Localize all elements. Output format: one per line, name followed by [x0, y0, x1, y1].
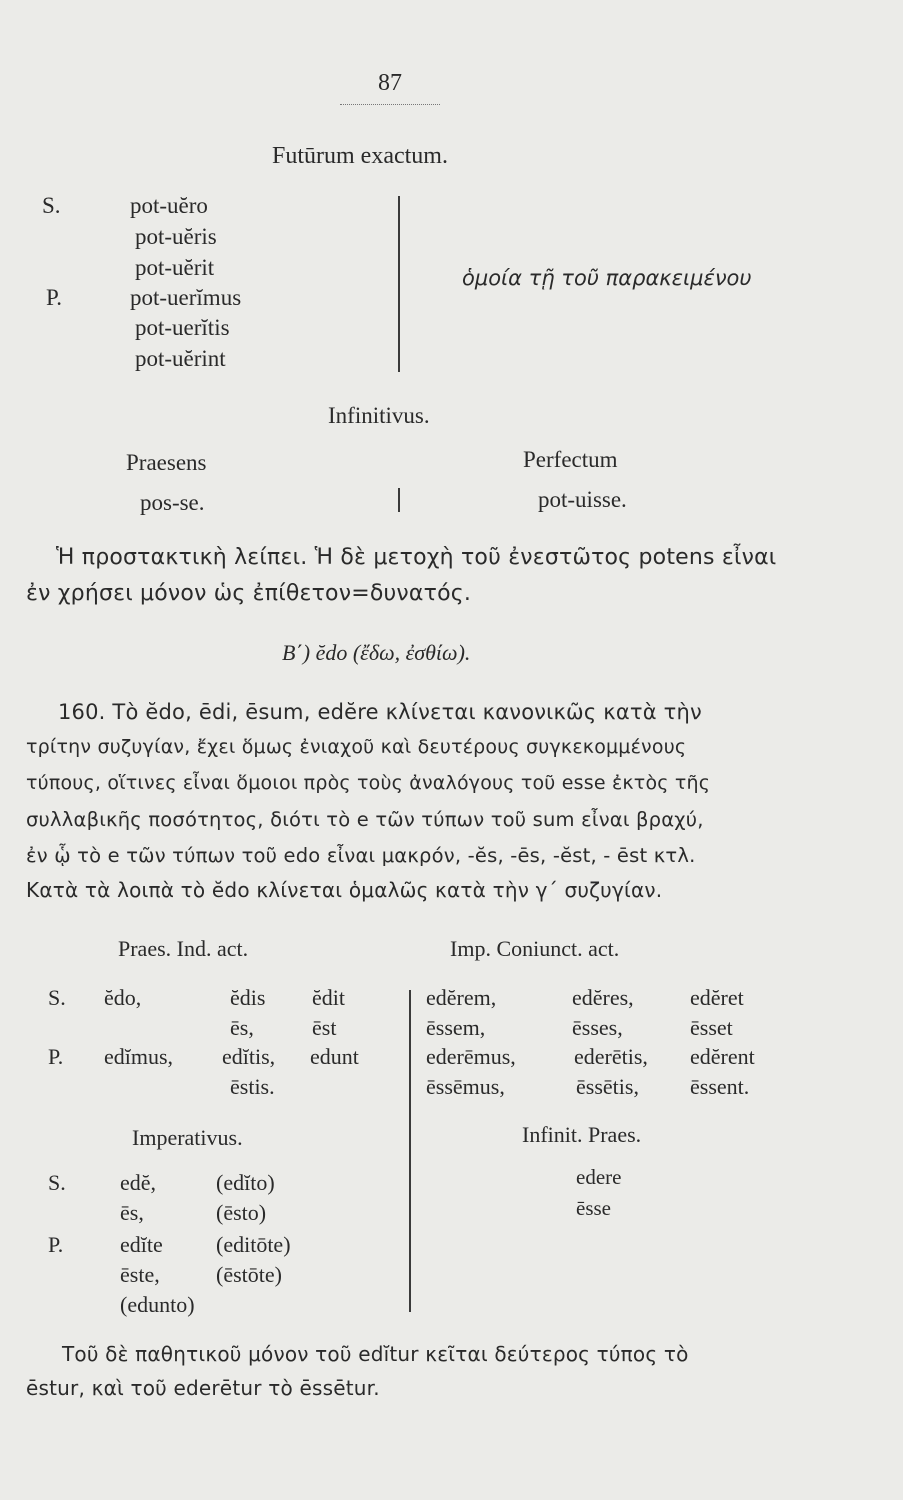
- infinitivus-divider: [398, 488, 400, 512]
- footer-line: ēstur, καὶ τοῦ ederētur τὸ ēssētur.: [26, 1376, 380, 1400]
- imp-coniunct-cell: edĕres,: [572, 985, 634, 1010]
- praes-ind-cell: edunt: [310, 1044, 359, 1069]
- imp-coniunct-cell: ēsses,: [572, 1015, 623, 1040]
- paragraph-160-line: τύπους, οἵτινες εἶναι ὅμοιοι πρὸς τοὺς ἀναλόγους τοῦ esse ἐκτὸς τῆς: [26, 772, 711, 794]
- imp-coniunct-cell: ederētis,: [574, 1044, 648, 1069]
- imp-coniunct-cell: ederēmus,: [426, 1044, 516, 1069]
- paragraph-160-line: τρίτην συζυγίαν, ἔχει ὅμως ἐνιαχοῦ καὶ δευτέρους συγκεκομμένους: [26, 736, 687, 758]
- imperativus-label-p: P.: [48, 1232, 64, 1257]
- praes-ind-cell: ēst: [312, 1015, 337, 1040]
- table-divider: [409, 990, 411, 1312]
- futurum-divider: [398, 196, 400, 372]
- imp-coniunct-title: Imp. Coniunct. act.: [450, 936, 620, 961]
- paragraph-160-line: 160. Τὸ ĕdo, ēdi, ēsum, edĕre κλίνεται κανονικῶς κατὰ τὴν: [58, 700, 702, 724]
- praesens-form: pos-se.: [140, 490, 205, 515]
- footer-line: Τοῦ δὲ παθητικοῦ μόνον τοῦ edĭtur κεῖται δεύτερος τύπος τὸ: [62, 1342, 689, 1366]
- futurum-title: Futūrum exactum.: [272, 143, 448, 169]
- futurum-form: pot-uĕro: [130, 193, 208, 218]
- imperativus-cell: edĭte: [120, 1232, 163, 1257]
- imp-coniunct-cell: ēssētis,: [576, 1074, 639, 1099]
- praes-ind-cell: ēstis.: [230, 1074, 275, 1099]
- infinit-praes-form: edere: [576, 1165, 622, 1189]
- futurum-form: pot-uĕrint: [135, 346, 226, 371]
- paragraph-160-line: συλλαβικῆς ποσότητος, διότι τὸ e τῶν τύπων τοῦ sum εἶναι βραχύ,: [26, 808, 704, 831]
- futurum-label-p: P.: [46, 285, 62, 310]
- paragraph-160-line: Κατὰ τὰ λοιπὰ τὸ ĕdo κλίνεται ὁμαλῶς κατὰ τὴν γ΄ συζυγίαν.: [26, 878, 663, 902]
- infinit-praes-form: ēsse: [576, 1196, 611, 1220]
- imp-coniunct-cell: ēssent.: [690, 1074, 750, 1099]
- futurum-note: ὁμοία τῇ τοῦ παρακειμένου: [462, 266, 752, 290]
- imperativus-cell: edĕ,: [120, 1170, 157, 1195]
- imperativus-cell: (ēsto): [216, 1200, 267, 1225]
- infinitivus-title: Infinitivus.: [328, 403, 430, 428]
- futurum-form: pot-uĕris: [135, 224, 217, 249]
- imp-coniunct-cell: ēssem,: [426, 1015, 486, 1040]
- praes-ind-label-p: P.: [48, 1044, 64, 1069]
- praesens-label: Praesens: [126, 450, 207, 475]
- imperativus-label-s: S.: [48, 1170, 66, 1195]
- imp-coniunct-cell: edĕrent: [690, 1044, 755, 1069]
- praes-ind-cell: edĭmus,: [104, 1044, 174, 1069]
- imperativus-cell: ēste,: [120, 1262, 160, 1287]
- futurum-form: pot-uerĭtis: [135, 315, 230, 340]
- imperativus-cell: (edunto): [120, 1292, 195, 1317]
- praes-ind-cell: ĕdit: [312, 985, 345, 1010]
- page-number: 87: [378, 70, 402, 96]
- praes-ind-cell: ēs,: [230, 1015, 254, 1040]
- futurum-form: pot-uĕrit: [135, 255, 215, 280]
- paragraph-160-line: ἐν ᾧ τὸ e τῶν τύπων τοῦ edo εἶναι μακρόν, -ĕs, -ēs, -ĕst, - ēst κτλ.: [26, 844, 696, 867]
- section-heading: Β΄) ĕdo (ἔδω, ἐσθίω).: [282, 640, 471, 665]
- imperativus-cell: ēs,: [120, 1200, 144, 1225]
- page-number-rule: [340, 104, 440, 105]
- infinit-praes-title: Infinit. Praes.: [522, 1122, 642, 1147]
- futurum-label-s: S.: [42, 193, 61, 218]
- perfectum-label: Perfectum: [523, 447, 618, 472]
- praes-ind-cell: ĕdis: [230, 985, 266, 1010]
- praes-ind-title: Praes. Ind. act.: [118, 936, 249, 961]
- praes-ind-label-s: S.: [48, 985, 66, 1010]
- imperativus-title: Imperativus.: [132, 1125, 243, 1150]
- imperativus-cell: (editōte): [216, 1232, 291, 1257]
- imperativus-cell: (ēstōte): [216, 1262, 282, 1287]
- imp-coniunct-cell: edĕrem,: [426, 985, 497, 1010]
- futurum-form: pot-uerĭmus: [130, 285, 242, 310]
- imperativus-cell: (edĭto): [216, 1170, 275, 1195]
- imp-coniunct-cell: ēsset: [690, 1015, 733, 1040]
- praes-ind-cell: edĭtis,: [222, 1044, 276, 1069]
- praes-ind-cell: ĕdo,: [104, 985, 142, 1010]
- note-line: ἐν χρήσει μόνον ὡς ἐπίθετον=δυνατός.: [26, 581, 472, 606]
- imp-coniunct-cell: ēssēmus,: [426, 1074, 505, 1099]
- perfectum-form: pot-uisse.: [538, 487, 627, 512]
- imp-coniunct-cell: edĕret: [690, 985, 744, 1010]
- note-line: Ἡ προστακτικὴ λείπει. Ἡ δὲ μετοχὴ τοῦ ἐνεστῶτος potens εἶναι: [56, 545, 777, 570]
